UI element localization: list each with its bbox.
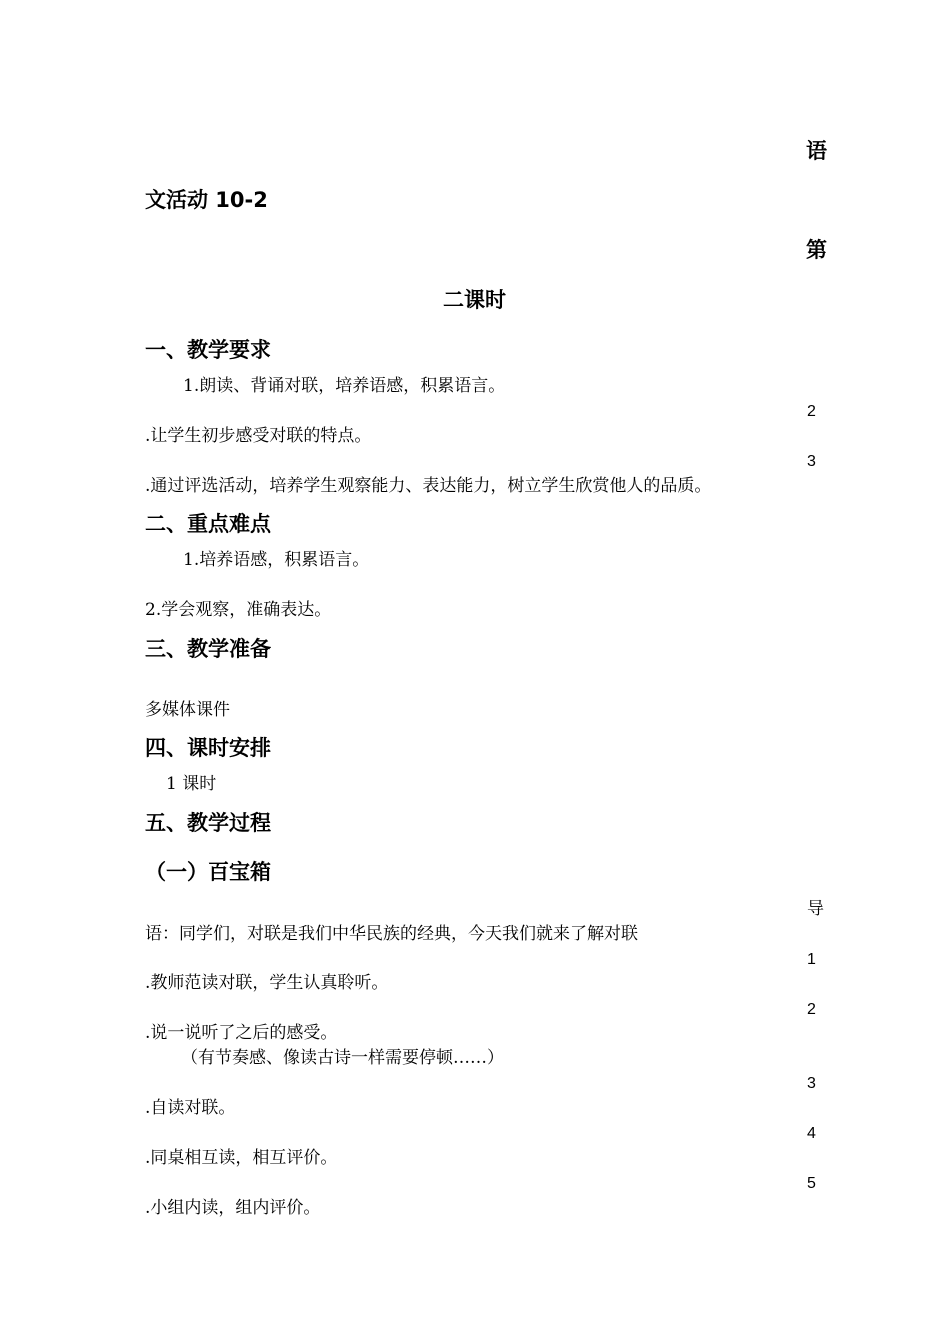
process-step-5: .小组内读，组内评价。 [145,1198,321,1218]
process-number-5: 5 [807,1175,816,1192]
process-subheading: （一）百宝箱 [145,860,271,884]
requirement-item-3: .通过评选活动，培养学生观察能力、表达能力，树立学生欣赏他人的品质。 [145,476,712,496]
schedule-item-1: 1 课时 [166,774,217,794]
process-intro: 语：同学们，对联是我们中华民族的经典，今天我们就来了解对联 [145,924,638,944]
requirement-item-2: .让学生初步感受对联的特点。 [145,426,372,446]
process-number-1: 1 [807,951,816,968]
requirement-number-2: 2 [807,403,816,420]
title-fragment-3: 第 [806,238,827,262]
process-intro-prefix: 导 [807,899,824,919]
process-step-1: .教师范读对联，学生认真聆听。 [145,973,389,993]
section-heading-schedule: 四、课时安排 [145,736,271,760]
preparation-item-1: 多媒体课件 [145,700,230,720]
section-heading-process: 五、教学过程 [145,811,271,835]
title-fragment-4: 二课时 [443,288,506,312]
process-step-2-note: （有节奏感、像读古诗一样需要停顿……） [181,1048,504,1068]
key-point-item-1: 1.培养语感，积累语言。 [183,550,370,570]
section-heading-preparation: 三、教学准备 [145,637,271,661]
requirement-number-3: 3 [807,453,816,470]
section-heading-key-points: 二、重点难点 [145,512,271,536]
title-fragment-2: 文活动 10-2 [145,188,268,212]
process-number-4: 4 [807,1125,816,1142]
requirement-item-1: 1.朗读、背诵对联，培养语感，积累语言。 [183,376,506,396]
process-step-3: .自读对联。 [145,1098,236,1118]
process-number-2: 2 [807,1001,816,1018]
process-step-2: .说一说听了之后的感受。 [145,1023,338,1043]
key-point-item-2: 2.学会观察，准确表达。 [145,600,332,620]
process-number-3: 3 [807,1075,816,1092]
process-step-4: .同桌相互读，相互评价。 [145,1148,338,1168]
title-fragment-1: 语 [806,139,827,163]
section-heading-requirements: 一、教学要求 [145,338,271,362]
